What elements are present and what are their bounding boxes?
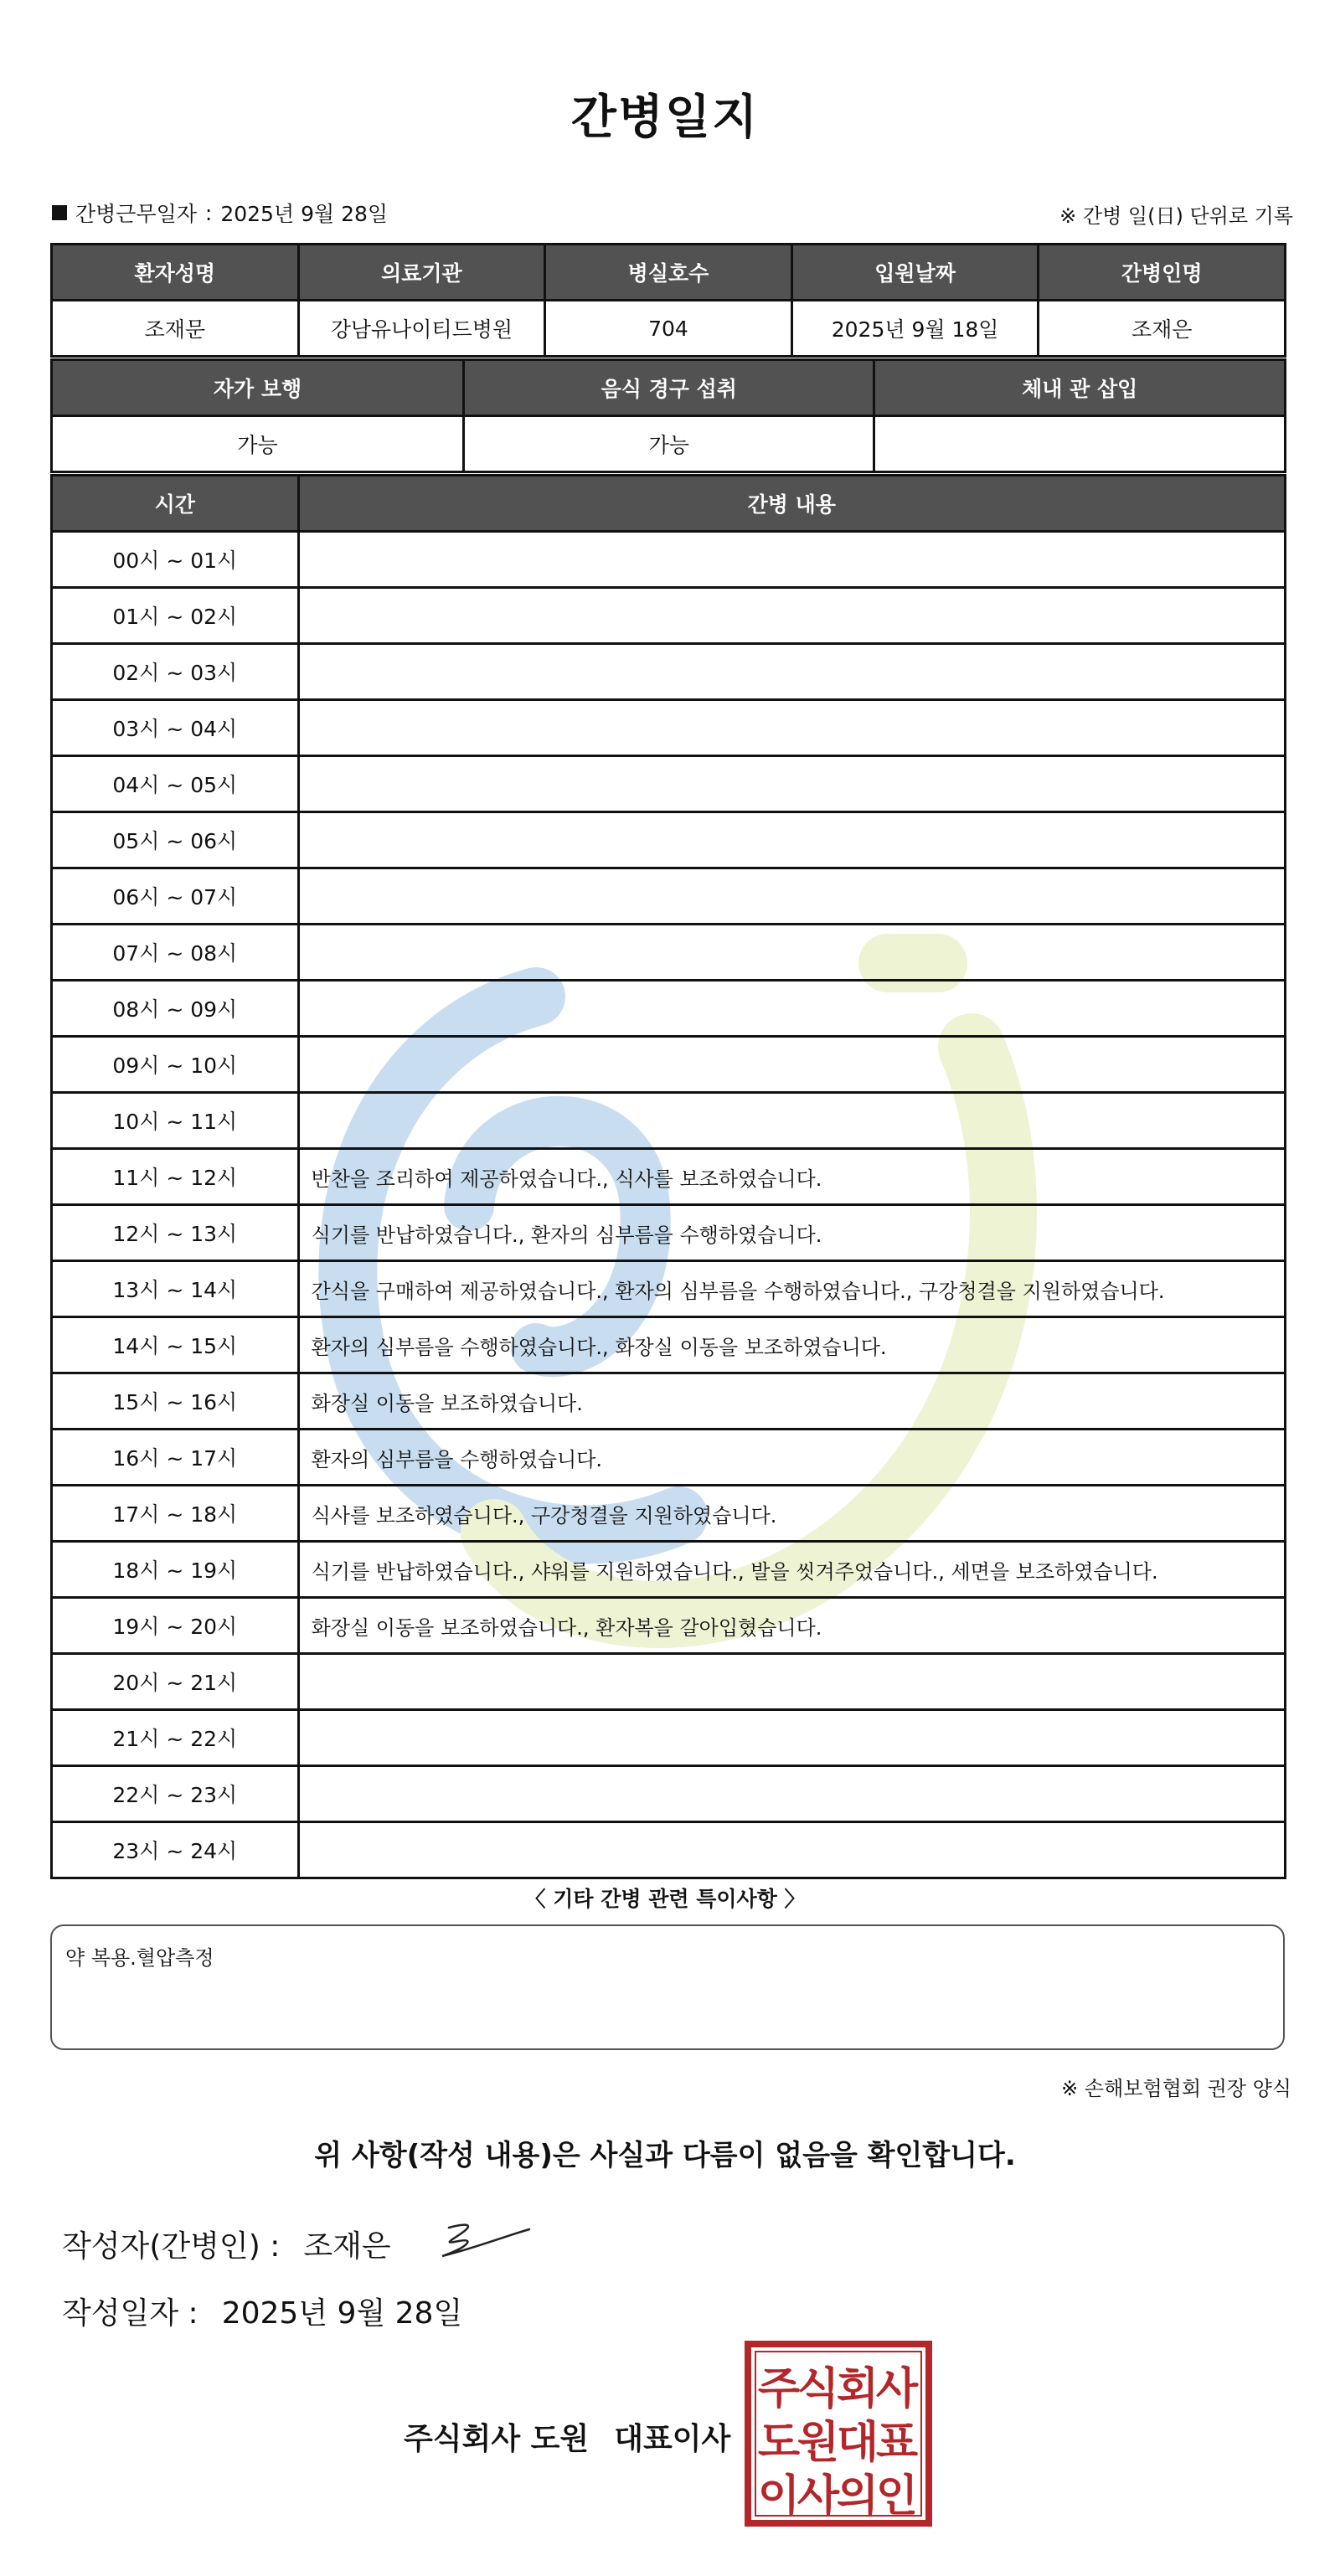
log-row	[52, 1542, 1286, 1598]
log-content	[298, 812, 1285, 868]
header-patient-name: 환자성명	[52, 245, 299, 301]
log-row	[52, 588, 1286, 644]
log-row	[52, 1766, 1286, 1822]
company-name: 주식회사 도원	[404, 2422, 590, 2456]
document-title: 간병일지	[570, 90, 760, 145]
log-row	[52, 1261, 1286, 1317]
log-row	[52, 1710, 1286, 1766]
company-row	[404, 2415, 730, 2458]
log-row	[52, 925, 1286, 981]
log-row	[52, 1822, 1286, 1878]
seal-character: 표	[875, 2418, 919, 2468]
log-content	[298, 1037, 1285, 1093]
written-date-row	[62, 2290, 462, 2332]
seal-character: 의	[836, 2471, 879, 2522]
log-time: 01시 ~ 02시	[52, 588, 299, 644]
log-time: 03시 ~ 04시	[52, 700, 299, 756]
writer-label: 작성자(간병인) :	[62, 2229, 281, 2264]
log-time: 21시 ~ 22시	[52, 1710, 299, 1766]
header-tube-insertion: 체내 관 삽입	[874, 360, 1286, 416]
work-date-separator: :	[204, 200, 213, 225]
log-time: 05시 ~ 06시	[52, 812, 299, 868]
log-content	[298, 981, 1285, 1037]
seal-character: 식	[796, 2364, 840, 2414]
log-time: 18시 ~ 19시	[52, 1542, 299, 1598]
header-room-number: 병실호수	[545, 245, 792, 301]
log-content: 식기를 반납하였습니다., 샤워를 지원하였습니다., 발을 씻겨주었습니다., 세면을 보조하였습니다.	[298, 1542, 1285, 1598]
handwritten-signature	[425, 2219, 534, 2263]
patient-name: 조재문	[52, 301, 299, 357]
header-care-content: 간병 내용	[298, 476, 1285, 532]
work-date-label: 간병근무일자	[75, 202, 197, 226]
seal-character: 도	[757, 2418, 801, 2468]
log-row	[52, 1317, 1286, 1373]
log-content	[298, 532, 1285, 588]
patient-ability-table	[50, 358, 1286, 473]
header-hospital: 의료기관	[298, 245, 545, 301]
seal-character: 회	[836, 2364, 879, 2414]
log-content	[298, 1654, 1285, 1710]
log-content	[298, 700, 1285, 756]
log-time: 13시 ~ 14시	[52, 1261, 299, 1317]
log-time: 08시 ~ 09시	[52, 981, 299, 1037]
log-content: 환자의 심부름을 수행하였습니다., 화장실 이동을 보조하였습니다.	[298, 1317, 1285, 1373]
log-content	[298, 644, 1285, 700]
log-content	[298, 925, 1285, 981]
log-content	[298, 868, 1285, 925]
log-row	[52, 1373, 1286, 1430]
log-content	[298, 1710, 1285, 1766]
log-time: 07시 ~ 08시	[52, 925, 299, 981]
log-time: 15시 ~ 16시	[52, 1373, 299, 1430]
writer-name: 조재은	[303, 2229, 391, 2264]
care-log-body	[52, 532, 1286, 1878]
square-bullet-icon	[52, 205, 67, 220]
room-number: 704	[545, 301, 792, 357]
header-time: 시간	[52, 476, 299, 532]
log-time: 19시 ~ 20시	[52, 1598, 299, 1654]
log-row	[52, 868, 1286, 925]
log-time: 09시 ~ 10시	[52, 1037, 299, 1093]
work-date-value: 2025년 9월 28일	[220, 202, 389, 226]
log-time: 04시 ~ 05시	[52, 756, 299, 812]
log-row	[52, 1654, 1286, 1710]
oral-intake-value: 가능	[463, 416, 874, 472]
log-content	[298, 1822, 1285, 1878]
caregiver-name: 조재은	[1039, 301, 1286, 357]
log-content: 환자의 심부름을 수행하였습니다.	[298, 1430, 1285, 1486]
log-row	[52, 1486, 1286, 1542]
log-time: 06시 ~ 07시	[52, 868, 299, 925]
log-time: 14시 ~ 15시	[52, 1317, 299, 1373]
seal-character: 사	[875, 2364, 919, 2414]
log-row	[52, 1149, 1286, 1205]
company-seal	[744, 2340, 933, 2527]
hospital-name: 강남유나이티드병원	[298, 301, 545, 357]
seal-character: 대	[836, 2418, 879, 2468]
log-content: 화장실 이동을 보조하였습니다., 환자복을 갈아입혔습니다.	[298, 1598, 1285, 1654]
log-row	[52, 1205, 1286, 1261]
log-time: 22시 ~ 23시	[52, 1766, 299, 1822]
log-content: 반찬을 조리하여 제공하였습니다., 식사를 보조하였습니다.	[298, 1149, 1285, 1205]
log-time: 11시 ~ 12시	[52, 1149, 299, 1205]
header-admission-date: 입원날짜	[791, 245, 1039, 301]
log-content	[298, 756, 1285, 812]
seal-character: 원	[796, 2418, 840, 2468]
written-date-value: 2025년 9월 28일	[221, 2296, 463, 2331]
log-time: 17시 ~ 18시	[52, 1486, 299, 1542]
log-row	[52, 644, 1286, 700]
log-row	[52, 1598, 1286, 1654]
log-content: 간식을 구매하여 제공하였습니다., 환자의 심부름을 수행하였습니다., 구강청결을 지원하였습니다.	[298, 1261, 1285, 1317]
seal-character: 사	[796, 2471, 840, 2522]
header-oral-intake: 음식 경구 섭취	[463, 360, 874, 416]
log-row	[52, 981, 1286, 1037]
log-row	[52, 532, 1286, 588]
log-time: 12시 ~ 13시	[52, 1205, 299, 1261]
notes-box	[50, 1924, 1285, 2050]
header-self-walking: 자가 보행	[52, 360, 464, 416]
log-content	[298, 588, 1285, 644]
log-row	[52, 812, 1286, 868]
header-caregiver-name: 간병인명	[1039, 245, 1286, 301]
log-row	[52, 700, 1286, 756]
log-row	[52, 1037, 1286, 1093]
log-time: 20시 ~ 21시	[52, 1654, 299, 1710]
log-content	[298, 1766, 1285, 1822]
log-time: 10시 ~ 11시	[52, 1093, 299, 1149]
confirmation-statement: 위 사항(작성 내용)은 사실과 다름이 없음을 확인합니다.	[314, 2139, 1016, 2172]
log-row	[52, 1430, 1286, 1486]
self-walking-value: 가능	[52, 416, 464, 472]
company-role: 대표이사	[614, 2422, 731, 2456]
notes-text: 약 복용.혈압측정	[65, 1946, 214, 1970]
log-content: 식사를 보조하였습니다., 구강청결을 지원하였습니다.	[298, 1486, 1285, 1542]
patient-info-table	[50, 243, 1286, 358]
seal-character: 인	[875, 2471, 919, 2522]
notes-title: 〈 기타 간병 관련 특이사항 〉	[524, 1887, 806, 1911]
log-time: 00시 ~ 01시	[52, 532, 299, 588]
care-log-table	[50, 474, 1286, 1879]
log-row	[52, 756, 1286, 812]
log-content	[298, 1093, 1285, 1149]
log-content: 식기를 반납하였습니다., 환자의 심부름을 수행하였습니다.	[298, 1205, 1285, 1261]
log-content: 화장실 이동을 보조하였습니다.	[298, 1373, 1285, 1430]
written-date-label: 작성일자 :	[62, 2296, 198, 2331]
recommend-note: ※ 손해보험협회 권장 양식	[1061, 2077, 1291, 2100]
unit-note: ※ 간병 일(日) 단위로 기록	[1059, 204, 1293, 228]
log-time: 16시 ~ 17시	[52, 1430, 299, 1486]
tube-insertion-value	[874, 416, 1286, 472]
log-time: 23시 ~ 24시	[52, 1822, 299, 1878]
seal-character: 이	[757, 2471, 801, 2522]
log-time: 02시 ~ 03시	[52, 644, 299, 700]
admission-date: 2025년 9월 18일	[791, 301, 1039, 357]
work-date-row	[52, 198, 388, 228]
log-row	[52, 1093, 1286, 1149]
writer-row	[62, 2223, 391, 2265]
seal-character: 주	[757, 2364, 801, 2414]
